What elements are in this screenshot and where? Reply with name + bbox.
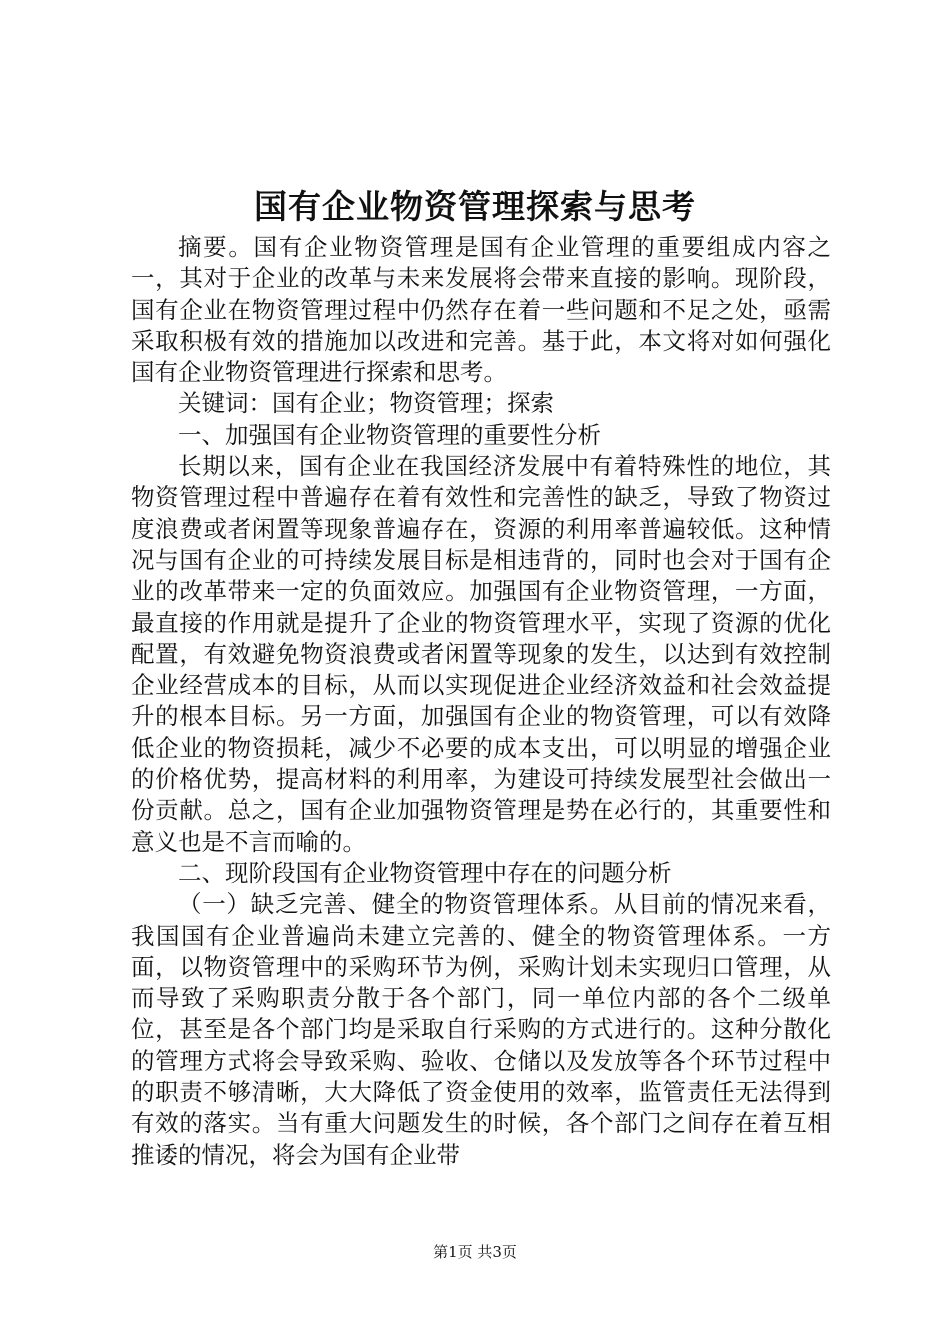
- body-paragraph: 长期以来，国有企业在我国经济发展中有着特殊性的地位，其物资管理过程中普遍存在着有效性和完善性的缺乏，导致了物资过度浪费或者闲置等现象普遍存在，资源的利用率普遍较低。这种情况与国有企业的可持续发展目标是相违背的，同时也会对于国有企业的改革带来一定的负面效应。加强国有企业物资管理，一方面，最直接的作用就是提升了企业的物资管理水平，实现了资源的优化配置，有效避免物资浪费或者闲置等现象的发生，以达到有效控制企业经营成本的目标，从而以实现促进企业经济效益和社会效益提升的根本目标。另一方面，加强国有企业的物资管理，可以有效降低企业的物资损耗，减少不必要的成本支出，可以明显的增强企业的价格优势，提高材料的利用率，为建设可持续发展型社会做出一份贡献。总之，国有企业加强物资管理是势在必行的，其重要性和意义也是不言而喻的。: [131, 452, 831, 856]
- section-heading-2: 二、现阶段国有企业物资管理中存在的问题分析: [178, 858, 672, 887]
- document-body: [131, 232, 831, 1171]
- document-title: 国有企业物资管理探索与思考: [254, 187, 696, 226]
- section-heading-1: 一、加强国有企业物资管理的重要性分析: [178, 420, 601, 449]
- body-paragraph: （一）缺乏完善、健全的物资管理体系。从目前的情况来看，我国国有企业普遍尚未建立完善的、健全的物资管理体系。一方面，以物资管理中的采购环节为例，采购计划未实现归口管理，从而导致了采购职责分散于各个部门，同一单位内部的各个二级单位，甚至是各个部门均是采取自行采购的方式进行的。这种分散化的管理方式将会导致采购、验收、仓储以及发放等各个环节过程中的职责不够清晰，大大降低了资金使用的效率，监管责任无法得到有效的落实。当有重大问题发生的时候，各个部门之间存在着互相推诿的情况，将会为国有企业带: [131, 890, 831, 1169]
- abstract-paragraph: 摘要。国有企业物资管理是国有企业管理的重要组成内容之一，其对于企业的改革与未来发展将会带来直接的影响。现阶段，国有企业在物资管理过程中仍然存在着一些问题和不足之处，亟需采取积极有效的措施加以改进和完善。基于此，本文将对如何强化国有企业物资管理进行探索和思考。: [131, 233, 831, 387]
- page-footer: 第1页 共3页: [433, 1243, 517, 1261]
- keywords-paragraph: 关键词：国有企业；物资管理；探索: [178, 389, 554, 418]
